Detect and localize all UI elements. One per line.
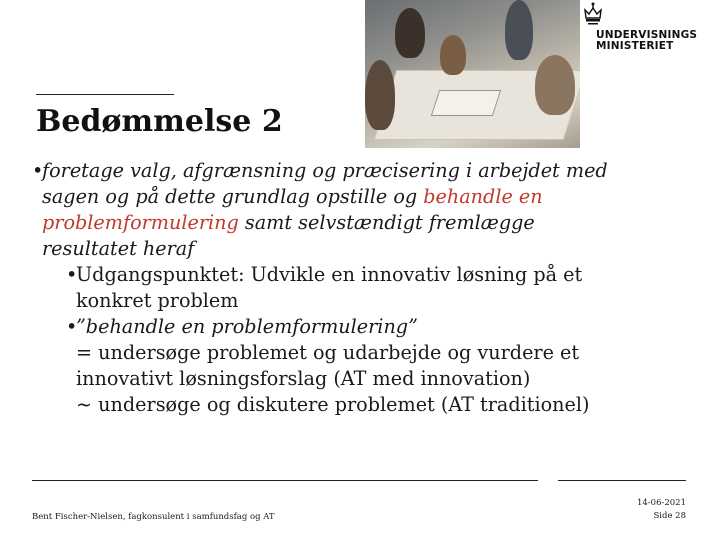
footer-author: Bent Fischer-Nielsen, fagkonsulent i samfundsfag og AT [32,512,275,522]
footer-rule-right [558,480,686,481]
slide-body [32,158,712,418]
classroom-photo [365,0,580,148]
bullet1-line3-highlight: problemformulering [42,211,239,234]
bullet1-line3: samt selvstændigt fremlægge [238,211,535,234]
crown-icon [584,2,602,26]
ministry-logo [584,2,714,62]
sub2-line3: innovativt løsningsforslag (AT med innovation) [76,367,531,390]
photo-person [440,35,466,75]
slide-title: Bedømmelse 2 [36,104,283,139]
bullet1-line1: foretage valg, afgrænsning og præcisering i arbejdet med [42,159,608,182]
footer-page: Side 28 [653,511,686,521]
bullet1-line4: resultatet heraf [42,237,195,260]
logo-line-1: UNDERVISNINGS [596,29,698,41]
bullet-dot: • [66,263,78,286]
sub-bullet-1 [66,262,712,314]
logo-text [596,30,697,52]
sub2-line2: = undersøge problemet og udarbejde og vurdere et [76,341,580,364]
sub-bullet-2 [66,314,712,418]
photo-person [505,0,533,60]
photo-paper [431,90,501,116]
bullet-dot: • [32,159,44,182]
sub1-line1: Udgangspunktet: Udvikle en innovativ løsning på et [76,263,583,286]
bullet-main [32,158,712,262]
bullet-dot: • [66,315,78,338]
sub1-line2: konkret problem [76,289,239,312]
photo-person [535,55,575,115]
sub2-line1: ”behandle en problemformulering” [76,315,418,338]
footer-meta [637,497,686,523]
photo-person [395,8,425,58]
footer-date: 14-06-2021 [636,498,686,508]
logo-line-2: MINISTERIET [596,40,674,52]
footer-rule-left [32,480,538,481]
bullet1-line2: sagen og på dette grundlag opstille og [42,185,424,208]
bullet1-line2-highlight: behandle en [423,185,543,208]
sub2-line4: ~ undersøge og diskutere problemet (AT traditionel) [76,393,590,416]
title-rule [36,94,174,95]
photo-person [365,60,395,130]
